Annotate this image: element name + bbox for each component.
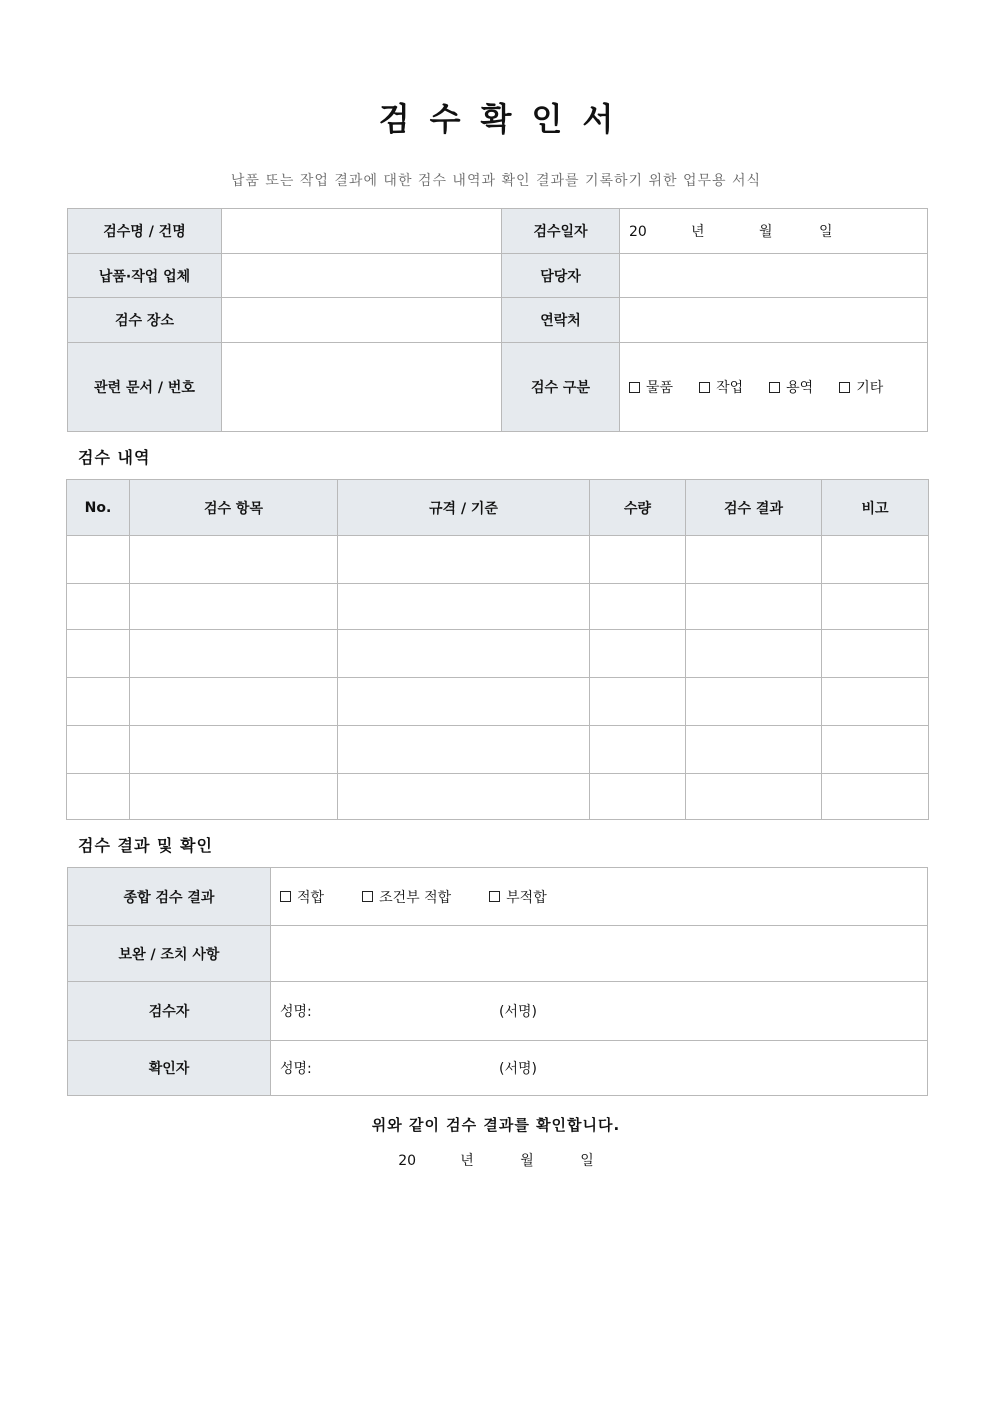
checkbox-icon [629, 382, 640, 393]
col-header-note: 비고 [822, 480, 929, 536]
overall-result-options [271, 868, 928, 926]
contact-label: 연락처 [502, 298, 620, 343]
cell-spec[interactable] [338, 726, 590, 774]
overall-option-conditional[interactable]: 조건부 적합 [362, 890, 451, 906]
cell-no[interactable] [67, 726, 130, 774]
confirmer-label: 확인자 [68, 1041, 271, 1096]
cell-result[interactable] [686, 536, 822, 584]
cell-qty[interactable] [590, 584, 686, 630]
date-month-unit: 월 [759, 224, 773, 240]
cell-no[interactable] [67, 774, 130, 820]
inspection-name-label: 검수명 / 건명 [68, 209, 222, 254]
cell-spec[interactable] [338, 774, 590, 820]
place-label: 검수 장소 [68, 298, 222, 343]
cell-no[interactable] [67, 584, 130, 630]
cell-qty[interactable] [590, 678, 686, 726]
type-option-service[interactable]: 용역 [769, 380, 813, 396]
table-row [67, 536, 929, 584]
cell-no[interactable] [67, 536, 130, 584]
col-header-item: 검수 항목 [130, 480, 338, 536]
cell-qty[interactable] [590, 774, 686, 820]
type-label: 검수 구분 [502, 343, 620, 432]
cell-spec[interactable] [338, 630, 590, 678]
table-row [67, 678, 929, 726]
confirmer-name-prefix: 성명: [280, 1061, 312, 1077]
inspector-label: 검수자 [68, 982, 271, 1041]
closing-date [0, 1150, 992, 1170]
cell-item[interactable] [130, 678, 338, 726]
cell-note[interactable] [822, 774, 929, 820]
cell-spec[interactable] [338, 584, 590, 630]
closing-day-unit: 일 [580, 1153, 594, 1169]
col-header-qty: 수량 [590, 480, 686, 536]
inspection-date-label: 검수일자 [502, 209, 620, 254]
overall-result-label: 종합 검수 결과 [68, 868, 271, 926]
closing-year-unit: 년 [460, 1153, 474, 1169]
result-table [67, 867, 928, 1096]
checkbox-icon [769, 382, 780, 393]
document-subtitle: 납품 또는 작업 결과에 대한 검수 내역과 확인 결과를 기록하기 위한 업무용 서식 [230, 173, 762, 189]
col-header-spec: 규격 / 기준 [338, 480, 590, 536]
cell-result[interactable] [686, 726, 822, 774]
checkbox-icon [362, 891, 373, 902]
cell-spec[interactable] [338, 678, 590, 726]
checkbox-icon [699, 382, 710, 393]
details-section-title: 검수 내역 [78, 448, 151, 467]
cell-note[interactable] [822, 726, 929, 774]
cell-result[interactable] [686, 678, 822, 726]
checkbox-icon [280, 891, 291, 902]
type-option-work[interactable]: 작업 [699, 380, 743, 396]
vendor-label: 납품·작업 업체 [68, 254, 222, 298]
cell-qty[interactable] [590, 726, 686, 774]
cell-item[interactable] [130, 584, 338, 630]
inspector-name-prefix: 성명: [280, 1004, 312, 1020]
contact-field[interactable] [620, 298, 928, 343]
table-row [67, 584, 929, 630]
cell-no[interactable] [67, 678, 130, 726]
cell-note[interactable] [822, 630, 929, 678]
manager-field[interactable] [620, 254, 928, 298]
cell-result[interactable] [686, 774, 822, 820]
action-field[interactable] [271, 926, 928, 982]
checkbox-icon [489, 891, 500, 902]
cell-note[interactable] [822, 584, 929, 630]
cell-no[interactable] [67, 630, 130, 678]
col-header-no: No. [67, 480, 130, 536]
closing-statement: 위와 같이 검수 결과를 확인합니다. [371, 1116, 621, 1134]
cell-result[interactable] [686, 584, 822, 630]
date-year-unit: 년 [691, 224, 705, 240]
inspection-name-field[interactable] [222, 209, 502, 254]
cell-qty[interactable] [590, 536, 686, 584]
inspector-signature: (서명) [499, 1004, 537, 1020]
cell-item[interactable] [130, 726, 338, 774]
col-header-result: 검수 결과 [686, 480, 822, 536]
cell-note[interactable] [822, 678, 929, 726]
details-table [66, 479, 929, 820]
checkbox-icon [839, 382, 850, 393]
vendor-field[interactable] [222, 254, 502, 298]
docs-field[interactable] [222, 343, 502, 432]
inspection-date-field[interactable] [620, 209, 928, 254]
closing-month-unit: 월 [520, 1153, 534, 1169]
type-option-other[interactable]: 기타 [839, 380, 883, 396]
cell-result[interactable] [686, 630, 822, 678]
action-label: 보완 / 조치 사항 [68, 926, 271, 982]
type-option-goods[interactable]: 물품 [629, 380, 673, 396]
inspector-field[interactable] [271, 982, 928, 1041]
cell-qty[interactable] [590, 630, 686, 678]
date-day-unit: 일 [819, 224, 833, 240]
cell-spec[interactable] [338, 536, 590, 584]
date-year-prefix: 20 [629, 224, 647, 240]
cell-note[interactable] [822, 536, 929, 584]
overall-option-pass[interactable]: 적합 [280, 890, 324, 906]
cell-item[interactable] [130, 774, 338, 820]
result-section-title: 검수 결과 및 확인 [78, 836, 213, 855]
type-options [620, 343, 928, 432]
info-table [67, 208, 928, 432]
overall-option-fail[interactable]: 부적합 [489, 890, 547, 906]
cell-item[interactable] [130, 630, 338, 678]
closing-year-prefix: 20 [398, 1153, 417, 1169]
place-field[interactable] [222, 298, 502, 343]
confirmer-field[interactable] [271, 1041, 928, 1096]
document-title: 검수확인서 [378, 100, 634, 138]
table-row [67, 630, 929, 678]
cell-item[interactable] [130, 536, 338, 584]
table-row [67, 774, 929, 820]
confirmer-signature: (서명) [499, 1061, 537, 1077]
docs-label: 관련 문서 / 번호 [68, 343, 222, 432]
table-row [67, 726, 929, 774]
manager-label: 담당자 [502, 254, 620, 298]
